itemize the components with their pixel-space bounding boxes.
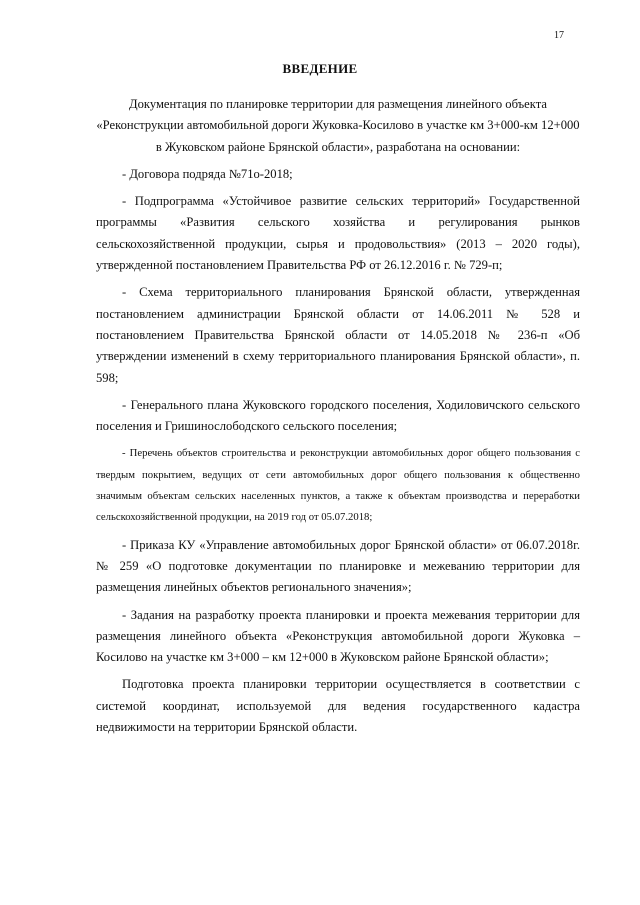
basis-item-contract: - Договора подряда №71о-2018; [122, 166, 293, 181]
section-title: ВВЕДЕНИЕ [282, 61, 358, 76]
document-body [96, 94, 580, 738]
page-number: 17 [554, 30, 564, 41]
basis-item-territorial-scheme: - Схема территориального планирования Брянской области, утвержденная постановлением администрации Брянской области от 14.06.2011 № 528 и постановлением Правительства Брянской области от 14.05.2018 № 236-п «Об утверждении изменений в схему территориального планирования Брянской области», п. 598; [96, 285, 580, 385]
basis-item-assignment: - Задания на разработку проекта планировки и проекта межевания территории для размещения линейного объекта «Реконструкция автомобильной дороги Жуковка – Косилово на участке км 3+000 – км 12+000 в Жуковском районе Брянской области»; [96, 607, 580, 665]
basis-item-general-plan: - Генерального плана Жуковского городского поселения, Ходиловичского сельского поселения и Гришинослободского сельского поселения; [96, 397, 580, 434]
basis-item-road-list: - Перечень объектов строительства и реконструкции автомобильных дорог общего пользования с твердым покрытием, ведущих от сети автомобильных дорог общего пользования к общественно значимым объектам сельских населенных пунктов, а также к объектам производства и переработки сельскохозяйственной продукции, на 2019 год от 05.07.2018; [96, 447, 580, 524]
basis-item-order: - Приказа КУ «Управление автомобильных дорог Брянской области» от 06.07.2018г. № 259 «О подготовке документации по планировке и межеванию территории для размещения линейных объектов регионального значения»; [96, 537, 580, 595]
closing-paragraph: Подготовка проекта планировки территории осуществляется в соответствии с системой координат, используемой для ведения государственного кадастра недвижимости на территории Брянской области. [96, 677, 580, 735]
basis-item-subprogram: - Подпрограмма «Устойчивое развитие сельских территорий» Государственной программы «Развития сельского хозяйства и регулирования рынков сельскохозяйственной продукции, сырья и продовольствия» (2013 – 2020 годы), утвержденной постановлением Правительства РФ от 26.12.2016 г. № 729-п; [96, 194, 580, 273]
intro-paragraph: Документация по планировке территории для размещения линейного объекта «Реконструкции автомобильной дороги Жуковка-Косилово в участке км 3+000-км 12+000 в Жуковском районе Брянской области», разработана на основании: [96, 97, 580, 154]
